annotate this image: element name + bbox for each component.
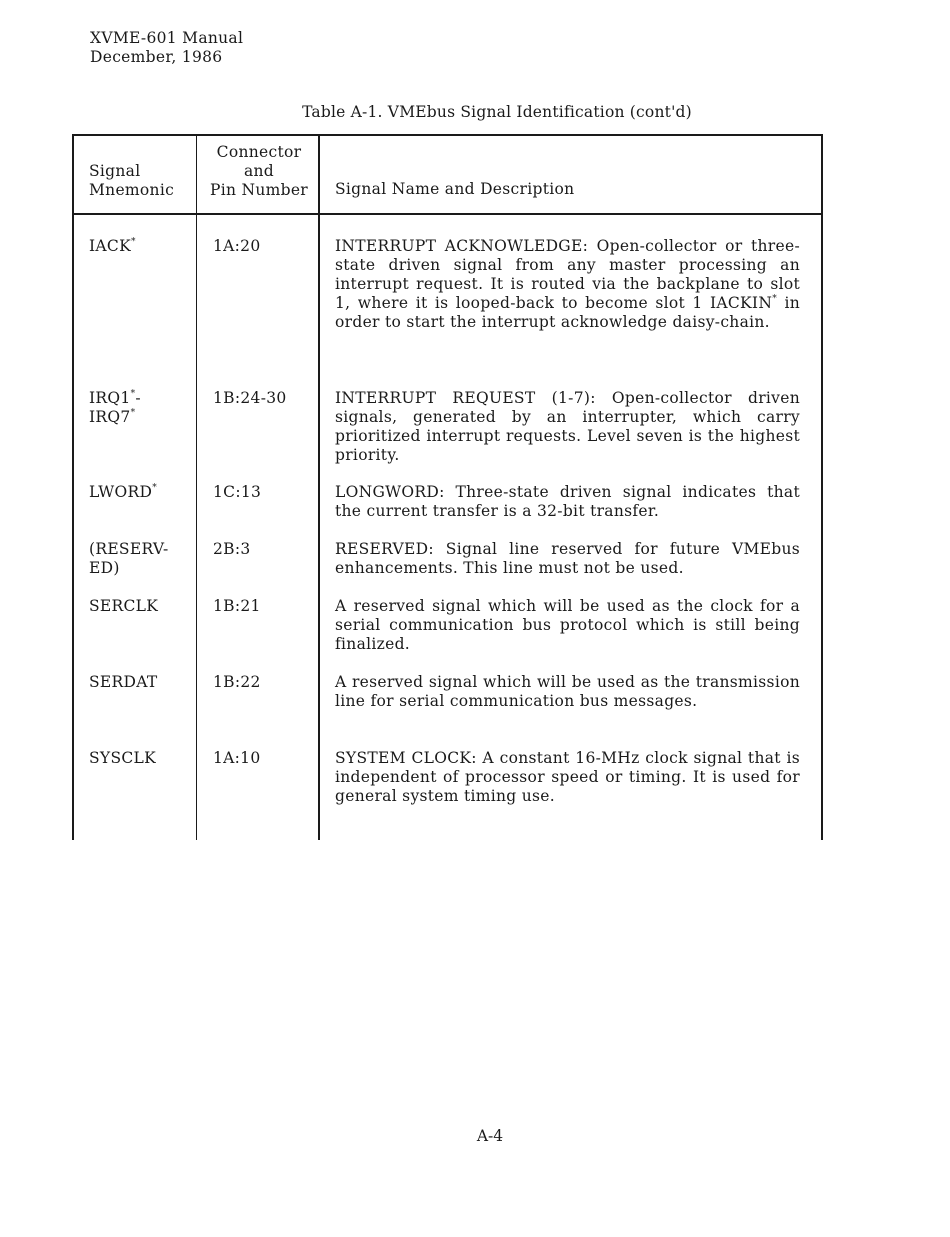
left-border <box>72 134 74 840</box>
row-sysclk-mnemonic: SYSCLK <box>89 749 157 767</box>
row-serdat-description: A reserved signal which will be used as the transmission line for serial communication bus messages. <box>335 673 800 710</box>
row-iack-pin: 1A:20 <box>213 237 261 255</box>
table-caption: Table A-1. VMEbus Signal Identification (cont'd) <box>302 103 692 121</box>
row-irq-description: INTERRUPT REQUEST (1-7): Open-collector driven signals, generated by an interrupter, which carry prioritized interrupt requests. Level seven is the highest priority. <box>335 389 800 464</box>
row-reserved-mnemonic: (RESERV- ED) <box>89 540 169 577</box>
signal-table <box>72 134 823 840</box>
header-pin-line2: and <box>243 162 275 180</box>
table-top-rule <box>72 134 823 136</box>
row-lword-pin: 1C:13 <box>213 483 262 501</box>
row-iack-mnemonic: IACK* <box>89 237 136 255</box>
page-number: A-4 <box>476 1127 504 1145</box>
row-serclk-mnemonic: SERCLK <box>89 597 159 615</box>
row-serclk-description: A reserved signal which will be used as the clock for a serial communication bus protocol which is still being finalized. <box>335 597 800 653</box>
manual-date: December, 1986 <box>90 48 223 66</box>
header-pin-line1: Connector <box>216 143 302 161</box>
manual-title: XVME-601 Manual <box>90 29 244 47</box>
row-irq-pin: 1B:24-30 <box>213 389 287 407</box>
header-mnemonic-line1: Signal <box>89 162 141 180</box>
row-sysclk-pin: 1A:10 <box>213 749 261 767</box>
row-reserved-pin: 2B:3 <box>213 540 251 558</box>
row-lword-description: LONGWORD: Three-state driven signal indicates that the current transfer is a 32-bit transfer. <box>335 483 800 520</box>
right-border <box>821 134 823 840</box>
header-mnemonic-line2: Mnemonic <box>89 181 175 199</box>
header-signal-mnemonic <box>89 162 174 200</box>
column-divider-2 <box>318 134 320 840</box>
row-iack-description: INTERRUPT ACKNOWLEDGE: Open-collector or three-state driven signal from any master processing an interrupt request. It is routed via the backplane to slot 1, where it is looped-back to become slot 1 IACKIN* in order to start the interrupt acknowledge daisy-chain. <box>335 237 800 331</box>
row-irq-mnemonic: IRQ1*- IRQ7* <box>89 389 141 426</box>
row-serdat-pin: 1B:22 <box>213 673 261 691</box>
row-reserved-description: RESERVED: Signal line reserved for future VMEbus enhancements. This line must not be used. <box>335 540 800 577</box>
header-signal-description: Signal Name and Description <box>335 180 575 198</box>
header-connector-pin <box>203 143 315 200</box>
column-divider-1 <box>196 134 197 840</box>
row-serdat-mnemonic: SERDAT <box>89 673 158 691</box>
row-sysclk-description: SYSTEM CLOCK: A constant 16-MHz clock signal that is independent of processor speed or timing. It is used for general system timing use. <box>335 749 800 805</box>
header-pin-line3: Pin Number <box>209 181 309 199</box>
row-lword-mnemonic: LWORD* <box>89 483 157 501</box>
document-header <box>90 29 243 67</box>
row-serclk-pin: 1B:21 <box>213 597 261 615</box>
header-bottom-rule <box>72 213 823 215</box>
